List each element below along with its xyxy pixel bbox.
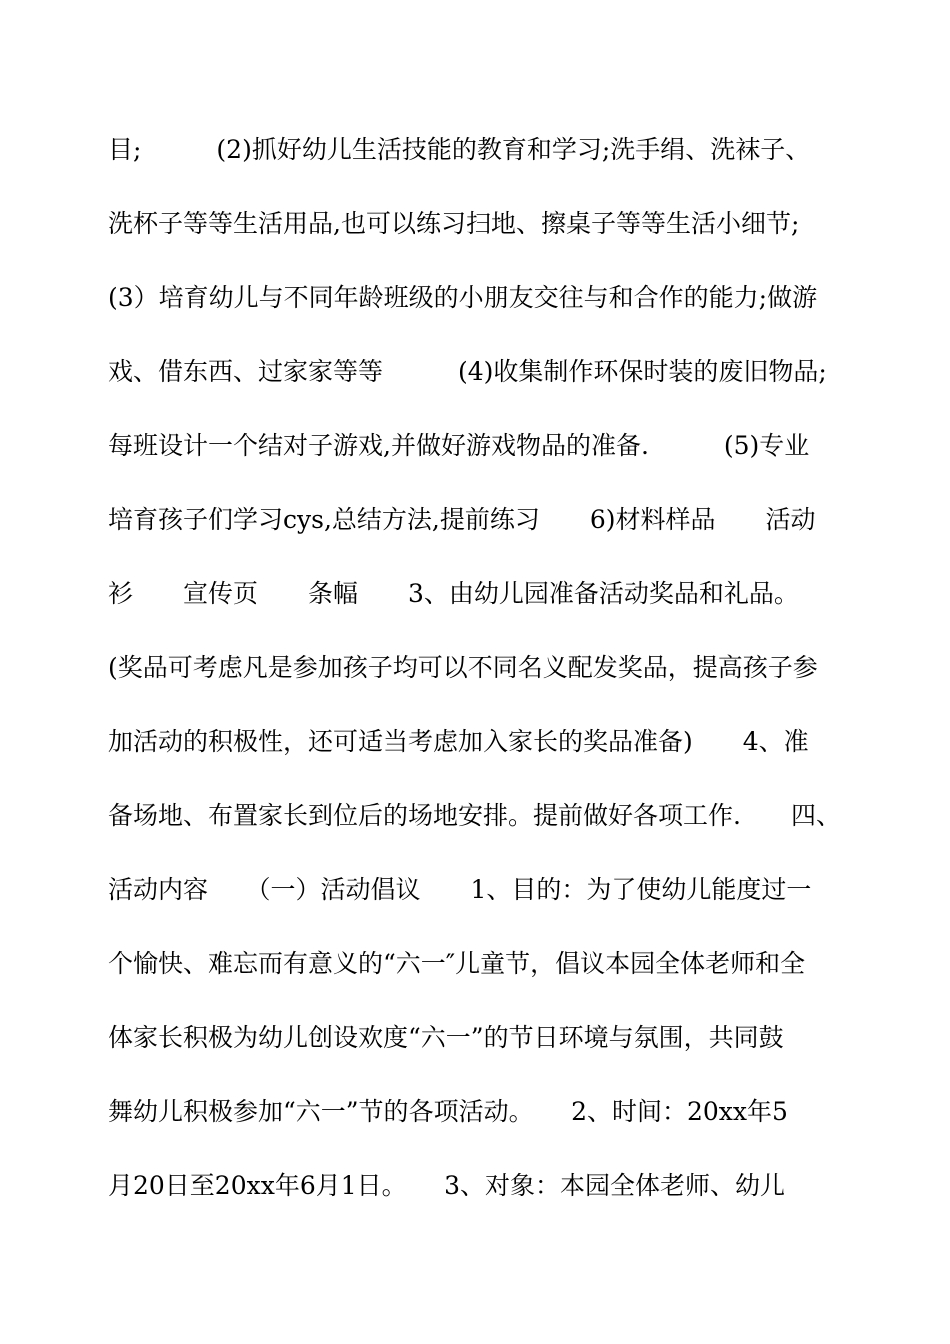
text-line: 洗杯子等等生活用品,也可以练习扫地、擦桌子等等生活小细节; — [108, 209, 800, 238]
text-line: 衫 宣传页 条幅 3、由幼儿园准备活动奖品和礼品。 — [108, 579, 799, 608]
text-line: 每班设计一个结对子游戏,并做好游戏物品的准备. (5)专业 — [108, 431, 810, 460]
document-body — [108, 118, 868, 1228]
text-line: 活动内容 （一）活动倡议 1、目的：为了使幼儿能度过一 — [108, 875, 812, 904]
text-line: 备场地、布置家长到位后的场地安排。提前做好各项工作. 四、 — [108, 801, 841, 830]
text-line: 个愉快、难忘而有意义的“六一″儿童节，倡议本园全体老师和全 — [108, 949, 806, 978]
text-line: (3）培育幼儿与不同年龄班级的小朋友交往与和合作的能力;做游 — [108, 283, 818, 312]
text-line: 体家长积极为幼儿创设欢度“六一”的节日环境与氛围，共同鼓 — [108, 1023, 784, 1052]
text-line: 月20日至20xx年6月1日。 3、对象：本园全体老师、幼儿 — [108, 1171, 786, 1200]
text-line: 培育孩子们学习cys,总结方法,提前练习 6)材料样品 活动 — [108, 505, 816, 534]
text-line: 舞幼儿积极参加“六一”节的各项活动。 2、时间：20xx年5 — [108, 1097, 788, 1126]
text-line: (奖品可考虑凡是参加孩子均可以不同名义配发奖品，提高孩子参 — [108, 653, 818, 682]
text-line: 戏、借东西、过家家等等 (4)收集制作环保时装的废旧物品; — [108, 357, 827, 386]
text-line: 目; (2)抓好幼儿生活技能的教育和学习;洗手绢、洗袜子、 — [108, 135, 811, 164]
text-line: 加活动的积极性，还可适当考虑加入家长的奖品准备) 4、准 — [108, 727, 809, 756]
